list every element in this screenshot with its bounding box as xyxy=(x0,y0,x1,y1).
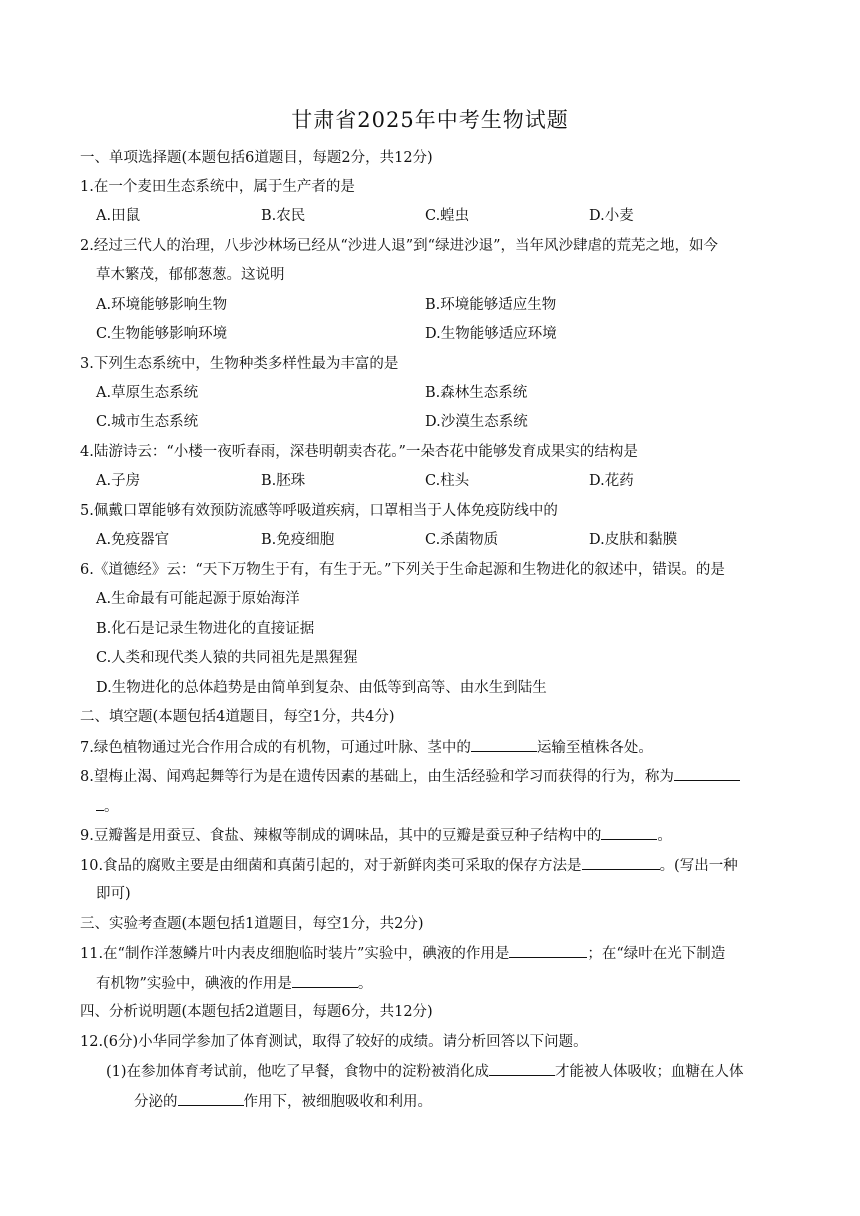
question-12-part-1 xyxy=(106,1061,744,1082)
question-1-option-a: A.田鼠 xyxy=(96,208,141,224)
question-5-option-d: D.皮肤和黏膜 xyxy=(589,532,678,548)
answer-blank[interactable] xyxy=(509,943,587,958)
question-2-option-d: D.生物能够适应环境 xyxy=(425,326,557,342)
question-12-part-1-text-mid: 才能被人体吸收；血糖在人体 xyxy=(555,1064,744,1080)
page-title: 甘肃省2025年中考生物试题 xyxy=(291,108,569,132)
question-10-cont: 即可) xyxy=(96,886,131,902)
question-2-option-c: C.生物能够影响环境 xyxy=(96,326,228,342)
question-2-option-b: B.环境能够适应生物 xyxy=(425,297,557,313)
question-2-option-a: A.环境能够影响生物 xyxy=(96,297,228,313)
question-1-option-d: D.小麦 xyxy=(589,208,634,224)
question-10 xyxy=(80,855,738,876)
question-4-option-d: D.花药 xyxy=(589,473,634,489)
question-3-option-a: A.草原生态系统 xyxy=(96,385,199,401)
answer-blank[interactable] xyxy=(178,1091,244,1106)
question-7-text-end: 运输至植株各处。 xyxy=(536,740,653,756)
answer-blank[interactable] xyxy=(674,766,740,781)
question-7 xyxy=(80,737,653,758)
question-6-stem: 6.《道德经》云：“天下万物生于有，有生于无。”下列关于生命起源和生物进化的叙述中，错误。的是 xyxy=(80,562,725,578)
question-9-text-end: 。 xyxy=(657,828,672,844)
question-11-text-end: 。 xyxy=(357,976,373,992)
answer-blank[interactable] xyxy=(471,737,537,752)
question-5-option-c: C.杀菌物质 xyxy=(425,532,499,548)
question-12-part-1-text: (1)在参加体育考试前，他吃了早餐，食物中的淀粉被消化成 xyxy=(106,1064,490,1080)
section-heading-2: 二、填空题(本题包括4道题目，每空1分，共4分) xyxy=(80,709,395,725)
question-5-option-b: B.免疫细胞 xyxy=(261,532,335,548)
question-7-text: 7.绿色植物通过光合作用合成的有机物，可通过叶脉、茎中的 xyxy=(80,740,471,756)
question-2-stem-cont: 草木繁茂，郁郁葱葱。这说明 xyxy=(96,267,285,283)
question-8 xyxy=(80,766,740,787)
question-3-option-d: D.沙漠生态系统 xyxy=(425,414,528,430)
answer-blank[interactable] xyxy=(601,825,657,840)
question-11 xyxy=(80,943,725,964)
section-heading-1: 一、单项选择题(本题包括6道题目，每题2分，共12分) xyxy=(80,150,433,166)
question-1-stem: 1.在一个麦田生态系统中，属于生产者的是 xyxy=(80,179,355,195)
question-1-option-c: C.蝗虫 xyxy=(425,208,470,224)
question-3-option-b: B.森林生态系统 xyxy=(425,385,528,401)
question-5-option-a: A.免疫器官 xyxy=(96,532,170,548)
question-11-cont xyxy=(96,973,372,994)
question-4-stem: 4.陆游诗云：“小楼一夜听春雨，深巷明朝卖杏花。”一朵杏花中能够发育成果实的结构是 xyxy=(80,444,638,460)
question-12-stem: 12.(6分)小华同学参加了体育测试，取得了较好的成绩。请分析回答以下问题。 xyxy=(80,1034,588,1050)
question-5-stem: 5.佩戴口罩能够有效预防流感等呼吸道疾病，口罩相当于人体免疫防线中的 xyxy=(80,503,558,519)
question-6-option-b: B.化石是记录生物进化的直接证据 xyxy=(96,621,315,637)
question-4-option-b: B.胚珠 xyxy=(261,473,306,489)
question-6-option-a: A.生命最有可能起源于原始海洋 xyxy=(96,591,300,607)
question-11-text-line2: 有机物”实验中，碘液的作用是 xyxy=(96,976,292,992)
question-1-option-b: B.农民 xyxy=(261,208,306,224)
question-4-option-a: A.子房 xyxy=(96,473,141,489)
question-6-option-c: C.人类和现代类人猿的共同祖先是黑猩猩 xyxy=(96,650,358,666)
answer-blank[interactable] xyxy=(489,1061,555,1076)
question-2-stem: 2.经过三代人的治理，八步沙林场已经从“沙进人退”到“绿进沙退”，当年风沙肆虐的荒芜之地，如今 xyxy=(80,238,718,254)
question-3-stem: 3.下列生态系统中，生物种类多样性最为丰富的是 xyxy=(80,356,399,372)
question-8-text: 8.望梅止渴、闻鸡起舞等行为是在遗传因素的基础上，由生活经验和学习而获得的行为，称为 xyxy=(80,769,674,785)
question-12-part-1-text-end: 作用下，被细胞吸收和利用。 xyxy=(243,1094,432,1110)
section-heading-3: 三、实验考查题(本题包括1道题目，每空1分，共2分) xyxy=(80,916,424,932)
question-10-text: 10.食品的腐败主要是由细菌和真菌引起的，对于新鲜肉类可采取的保存方法是 xyxy=(80,858,582,874)
question-8-text-end: 。 xyxy=(104,799,119,815)
question-11-text-mid: ；在“绿叶在光下制造 xyxy=(587,946,726,962)
answer-blank[interactable] xyxy=(292,973,358,988)
question-9-text: 9.豆瓣酱是用蚕豆、食盐、辣椒等制成的调味品，其中的豆瓣是蚕豆种子结构中的 xyxy=(80,828,602,844)
answer-blank[interactable] xyxy=(582,855,660,870)
question-10-text-end: 。(写出一种 xyxy=(659,858,738,874)
question-3-option-c: C.城市生态系统 xyxy=(96,414,199,430)
section-heading-4: 四、分析说明题(本题包括2道题目，每题6分，共12分) xyxy=(80,1004,433,1020)
question-6-option-d: D.生物进化的总体趋势是由简单到复杂、由低等到高等、由水生到陆生 xyxy=(96,680,547,696)
question-11-text: 11.在“制作洋葱鳞片叶内表皮细胞临时装片”实验中，碘液的作用是 xyxy=(80,946,510,962)
question-12-part-1-text-line2: 分泌的 xyxy=(134,1094,178,1110)
question-4-option-c: C.柱头 xyxy=(425,473,470,489)
answer-blank[interactable] xyxy=(96,796,104,811)
question-12-part-1-cont xyxy=(134,1091,432,1112)
question-9 xyxy=(80,825,672,846)
question-8-cont xyxy=(96,796,119,817)
